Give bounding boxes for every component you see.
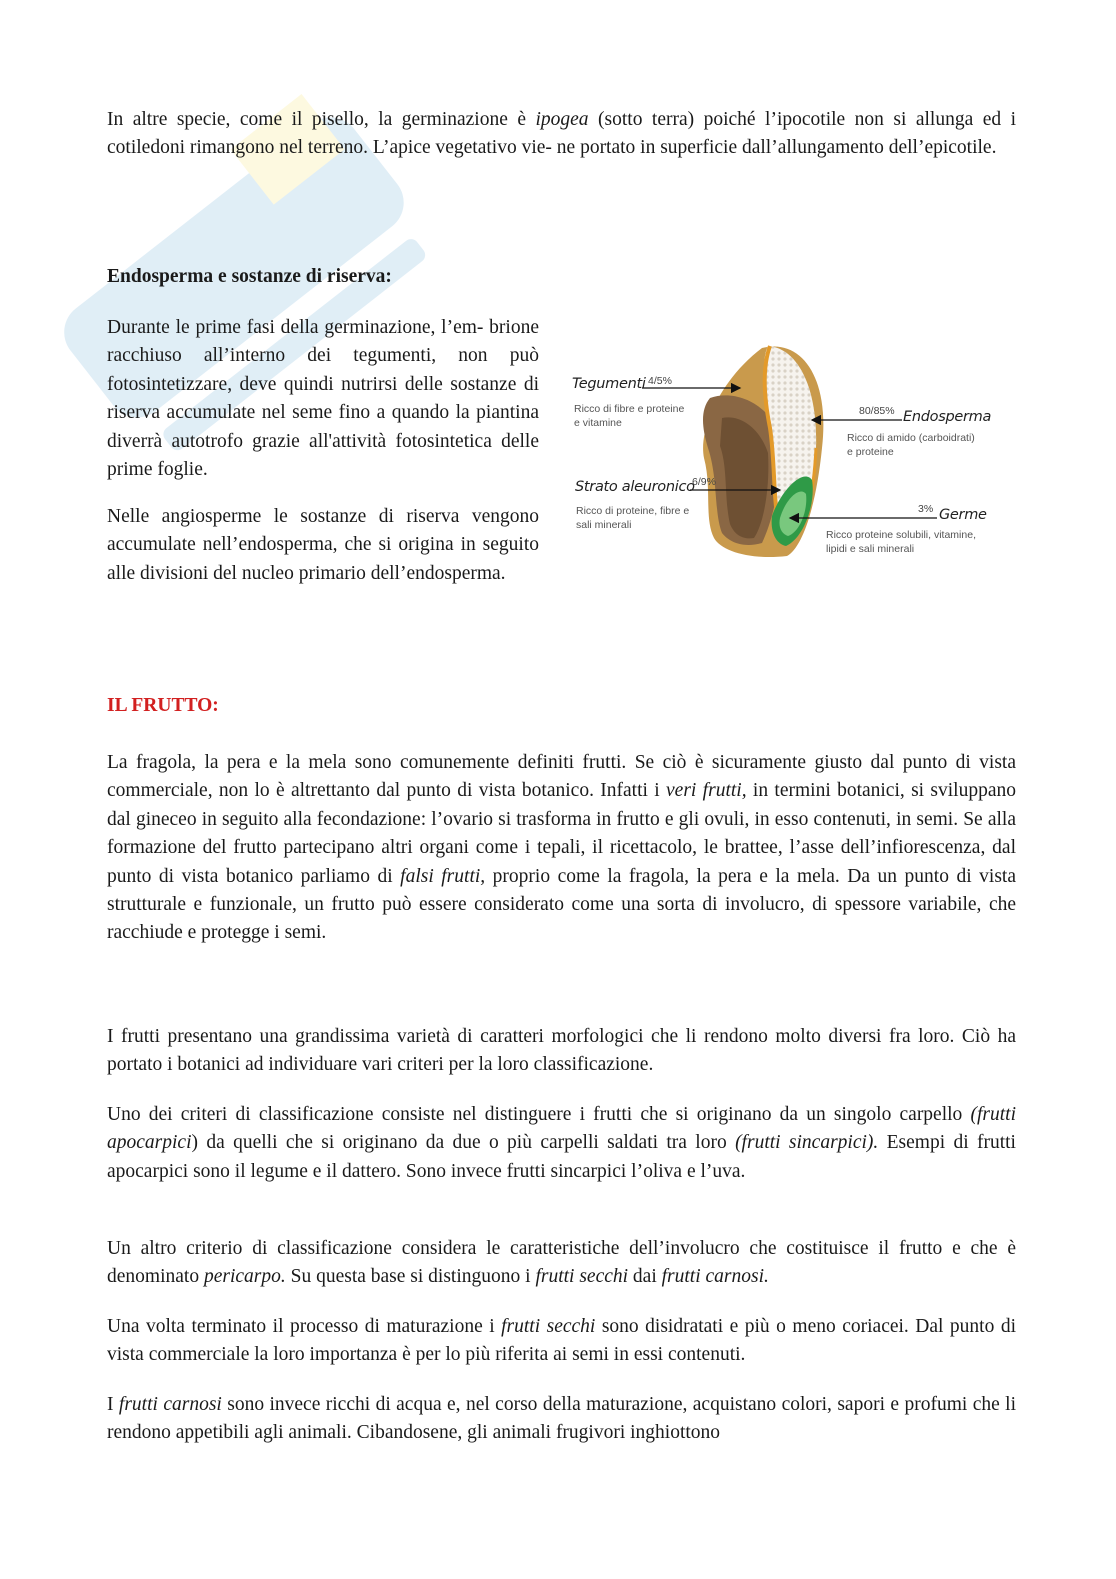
endosperma-paragraph-1: Durante le prime fasi della germinazione, l’em- brione racchiuso all’interno dei tegumenti, non può fotosintetizzare, deve quindi nutrirsi delle sostanze di riserva accumulate nel seme fino a quando la piantina diverrà autotrofo grazie all'attività fotosintetica delle prime foglie.	[107, 317, 539, 481]
pct-germe: 3%	[918, 503, 934, 515]
desc-tegumenti: Ricco di fibre e proteine e vitamine	[574, 403, 685, 429]
intro-paragraph: In altre specie, come il pisello, la germinazione è ipogea (sotto terra) poiché l’ipocotile non si allunga ed i cotiledoni rimangono nel terreno. L’apice vegetativo vie- ne portato in superficie dall’allungamento dell’epicotile.	[107, 109, 1016, 159]
endosperma-paragraph-2: Nelle angiosperme le sostanze di riserva vengono accumulate nell’endosperma, che si origina in seguito alle divisioni del nucleo primario dell’endosperma.	[107, 506, 539, 584]
desc-strato-aleuronico: Ricco di proteine, fibre e sali minerali	[576, 505, 690, 531]
label-strato-aleuronico: Strato aleuronico	[575, 479, 695, 495]
pct-tegumenti: 4/5%	[648, 375, 672, 387]
section-heading-endosperma: Endosperma e sostanze di riserva:	[107, 266, 392, 287]
frutto-paragraph-2: I frutti presentano una grandissima varietà di caratteri morfologici che li rendono molto diversi fra loro. Ciò ha portato i botanici ad individuare vari criteri per la loro classificazione.	[107, 1026, 1016, 1076]
desc-germe: Ricco proteine solubili, vitamine, lipidi e sali minerali	[826, 529, 976, 555]
label-endosperma: Endosperma	[903, 409, 992, 425]
desc-endosperma: Ricco di amido (carboidrati) e proteine	[847, 432, 975, 458]
section-heading-frutto: IL FRUTTO:	[107, 695, 219, 716]
frutto-paragraph-4: Un altro criterio di classificazione considera le caratteristiche dell’involucro che costituisce il frutto e che è denominato pericarpo. Su questa base si distinguono i frutti secchi dai frutti carnosi.	[107, 1238, 1016, 1288]
frutto-paragraph-3: Uno dei criteri di classificazione consiste nel distinguere i frutti che si originano da un singolo carpello (frutti apocarpici) da quelli che si originano da due o più carpelli saldati tra loro (frutti sincarpici). Esempi di frutti apocarpici sono il legume e il dattero. Sono invece frutti sincarpici l’oliva e l’uva.	[107, 1104, 1016, 1182]
pct-endosperma: 80/85%	[859, 405, 895, 417]
frutto-paragraph-6: I frutti carnosi sono invece ricchi di acqua e, nel corso della maturazione, acquistano colori, sapori e profumi che li rendono appetibili agli animali. Cibandosene, gli animali frugivori inghiottono	[107, 1394, 1016, 1444]
frutto-paragraph-1: La fragola, la pera e la mela sono comunemente definiti frutti. Se ciò è sicuramente giusto dal punto di vista commerciale, non lo è altrettanto dal punto di vista botanico. Infatti i veri frutti, in termini botanici, si sviluppano dal gineceo in seguito alla fecondazione: l’ovario si trasforma in frutto e gli ovuli, in esso contenuti, in semi. Se alla formazione del frutto partecipano altri organi come i tepali, il ricettacolo, le brattee, l’asse dell’infiorescenza, dal punto di vista botanico parliamo di falsi frutti, proprio come la fragola, la pera e la mela. Da un punto di vista strutturale e funzionale, un frutto può essere considerato come una sorta di involucro, di spessore variabile, che racchiude e protegge i semi.	[107, 752, 1017, 944]
pct-strato-aleuronico: 6/9%	[692, 476, 716, 488]
seed-structure-diagram	[572, 338, 1012, 566]
label-tegumenti: Tegumenti	[572, 376, 646, 392]
frutto-paragraph-5: Una volta terminato il processo di maturazione i frutti secchi sono disidratati e più o meno coriacei. Dal punto di vista commerciale la loro importanza è per lo più riferita ai semi in essi contenuti.	[107, 1316, 1016, 1366]
label-germe: Germe	[939, 507, 987, 523]
